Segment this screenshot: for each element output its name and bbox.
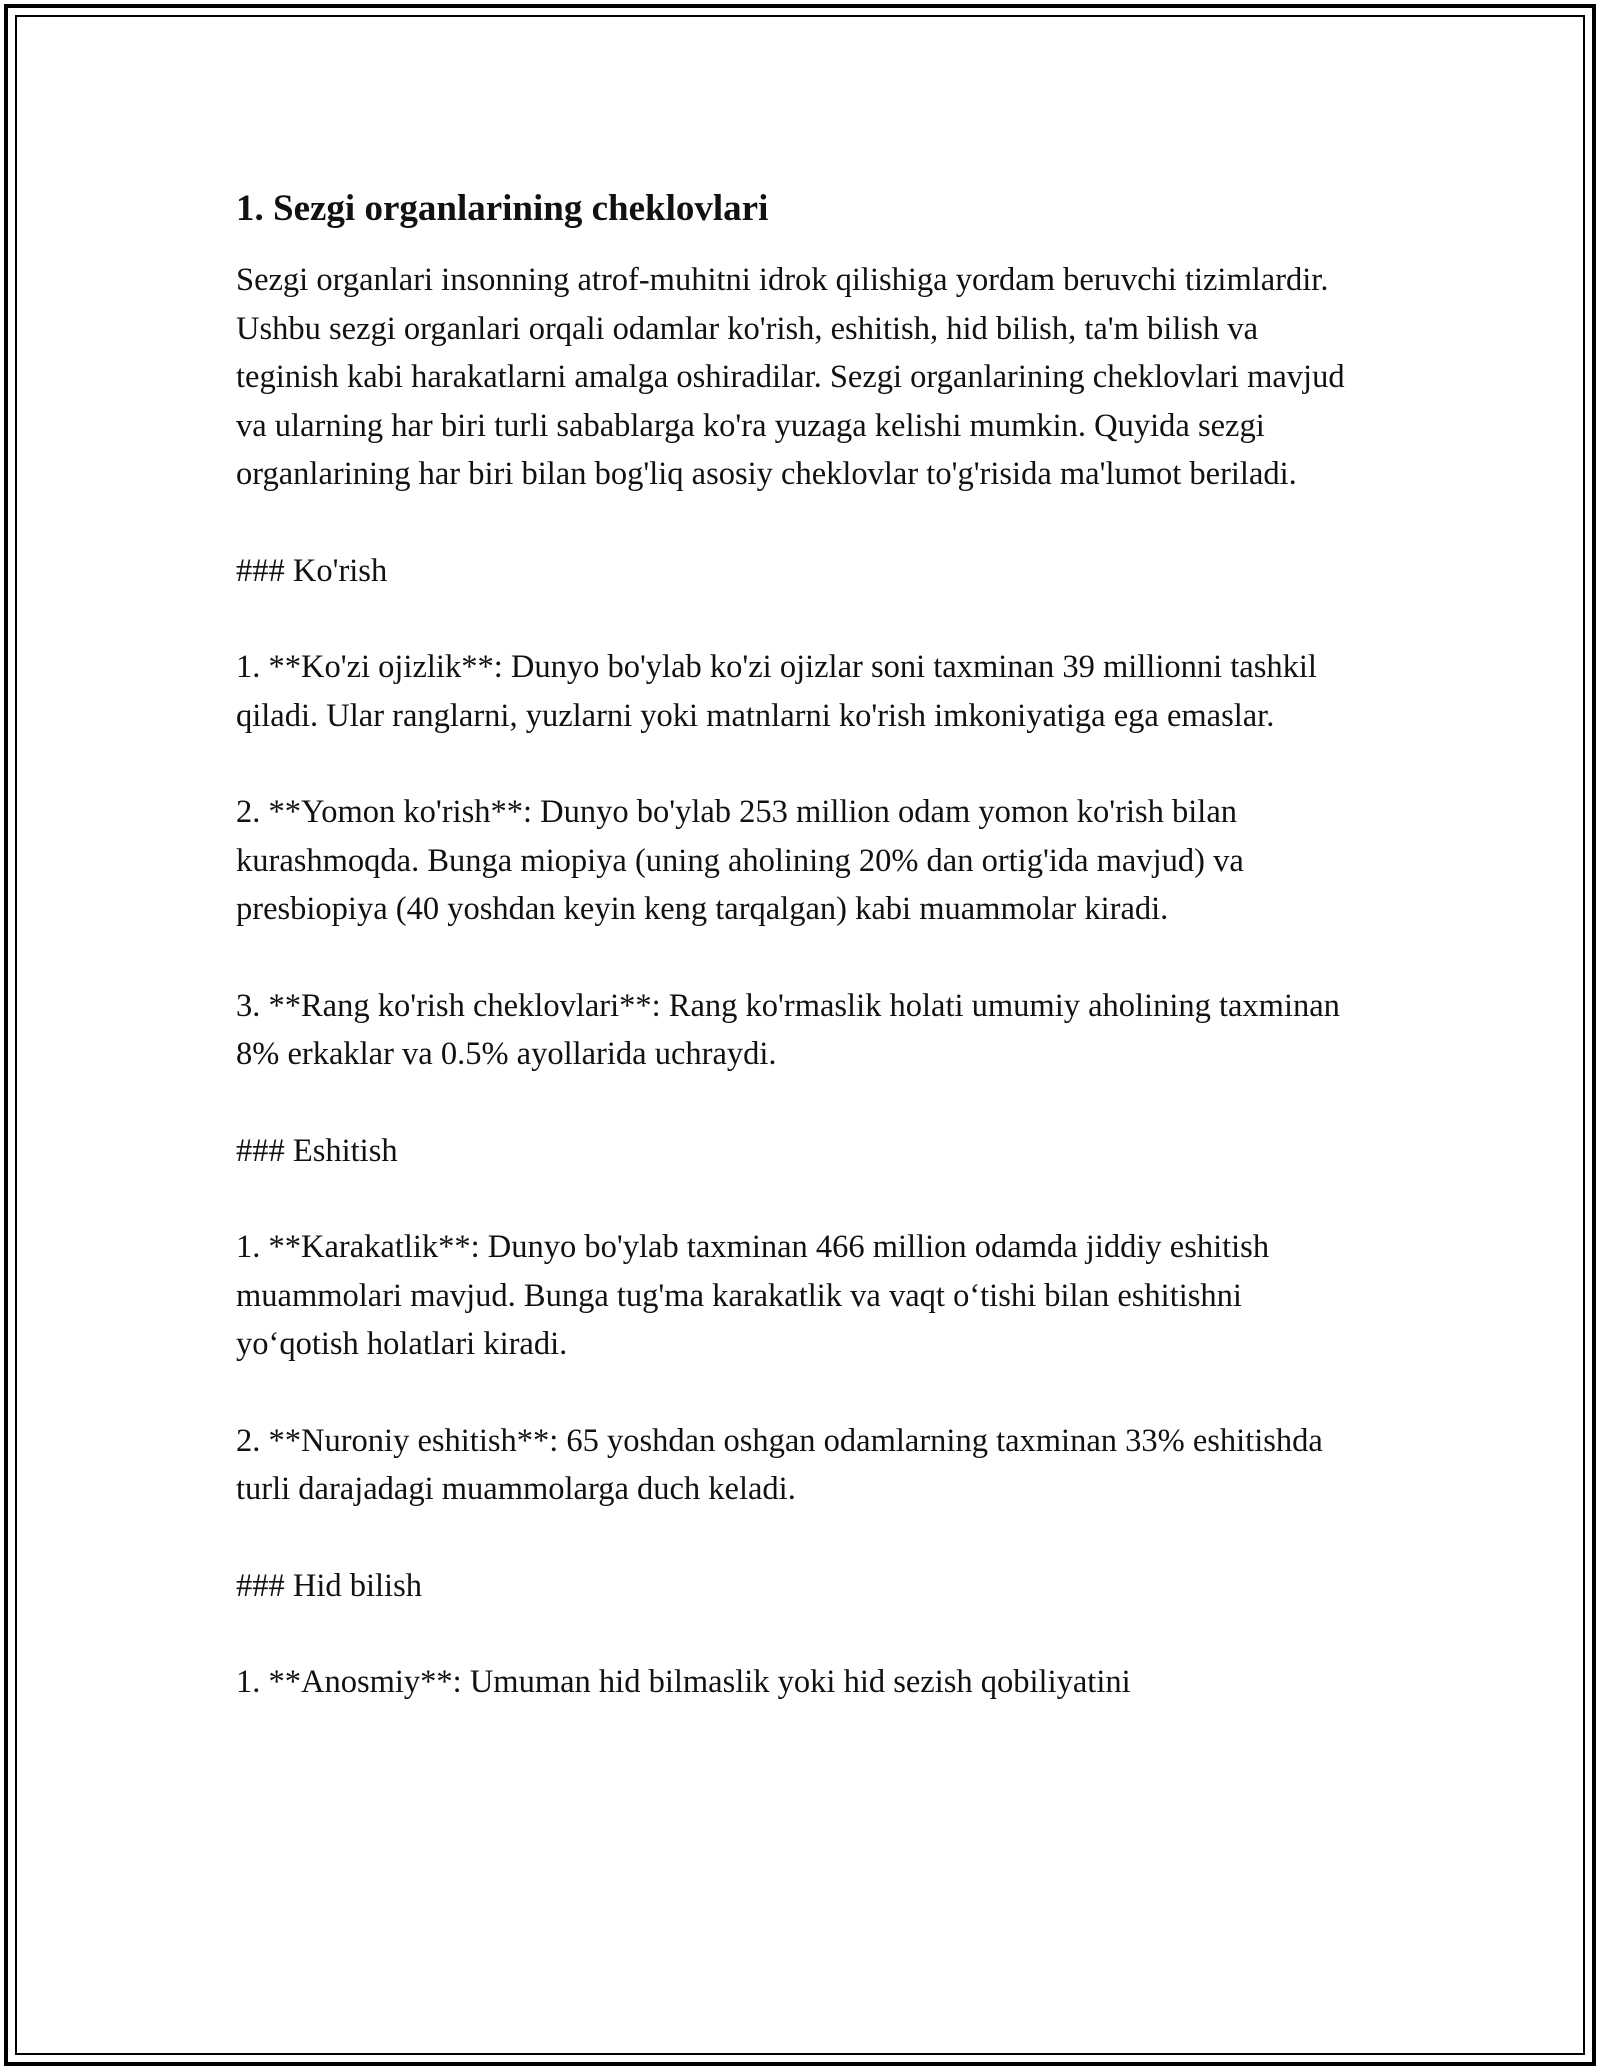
section-heading-eshitish: ### Eshitish (236, 1132, 398, 1169)
section-heading-korish: ### Ko'rish (236, 552, 388, 589)
list-item-kozi-ojizlik: 1. **Ko'zi ojizlik**: Dunyo bo'ylab ko'zi ojizlar soni taxminan 39 millionni tashkil qiladi. Ular ranglarni, yuzlarni yoki matnlarni ko'rish imkoniyatiga ega emaslar. (236, 649, 1317, 734)
section-heading-hid-bilish: ### Hid bilish (236, 1567, 422, 1604)
list-item-yomon-korish: 2. **Yomon ko'rish**: Dunyo bo'ylab 253 million odam yomon ko'rish bilan kurashmoqda. Bunga miopiya (uning aholining 20% dan ortig'ida mavjud) va presbiopiya (40 yoshdan keyin keng tarqalgan) kabi muammolar kiradi. (236, 794, 1244, 927)
list-item-karakatlik: 1. **Karakatlik**: Dunyo bo'ylab taxminan 466 million odamda jiddiy eshitish muammolari mavjud. Bunga tug'ma karakatlik va vaqt o‘tishi bilan eshitishni yo‘qotish holatlari kiradi. (236, 1229, 1270, 1362)
document-body (236, 185, 1366, 1755)
document-title: 1. Sezgi organlarining cheklovlari (236, 188, 769, 229)
list-item-anosmiy: 1. **Anosmiy**: Umuman hid bilmaslik yoki hid sezish qobiliyatini (236, 1664, 1131, 1700)
list-item-rang-korish: 3. **Rang ko'rish cheklovlari**: Rang ko'rmaslik holati umumiy aholining taxminan 8% erkaklar va 0.5% ayollarida uchraydi. (236, 987, 1340, 1072)
list-item-nuroniy-eshitish: 2. **Nuroniy eshitish**: 65 yoshdan oshgan odamlarning taxminan 33% eshitishda turli darajadagi muammolarga duch keladi. (236, 1422, 1323, 1507)
intro-paragraph: Sezgi organlari insonning atrof-muhitni idrok qilishiga yordam beruvchi tizimlardir. Ushbu sezgi organlari orqali odamlar ko'rish, eshitish, hid bilish, ta'm bilish va teginish kabi harakatlarni amalga oshiradilar. Sezgi organlarining cheklovlari mavjud va ularning har biri turli sabablarga ko'ra yuzaga kelishi mumkin. Quyida sezgi organlarining har biri bilan bog'liq asosiy cheklovlar to'g'risida ma'lumot beriladi. (236, 262, 1345, 492)
